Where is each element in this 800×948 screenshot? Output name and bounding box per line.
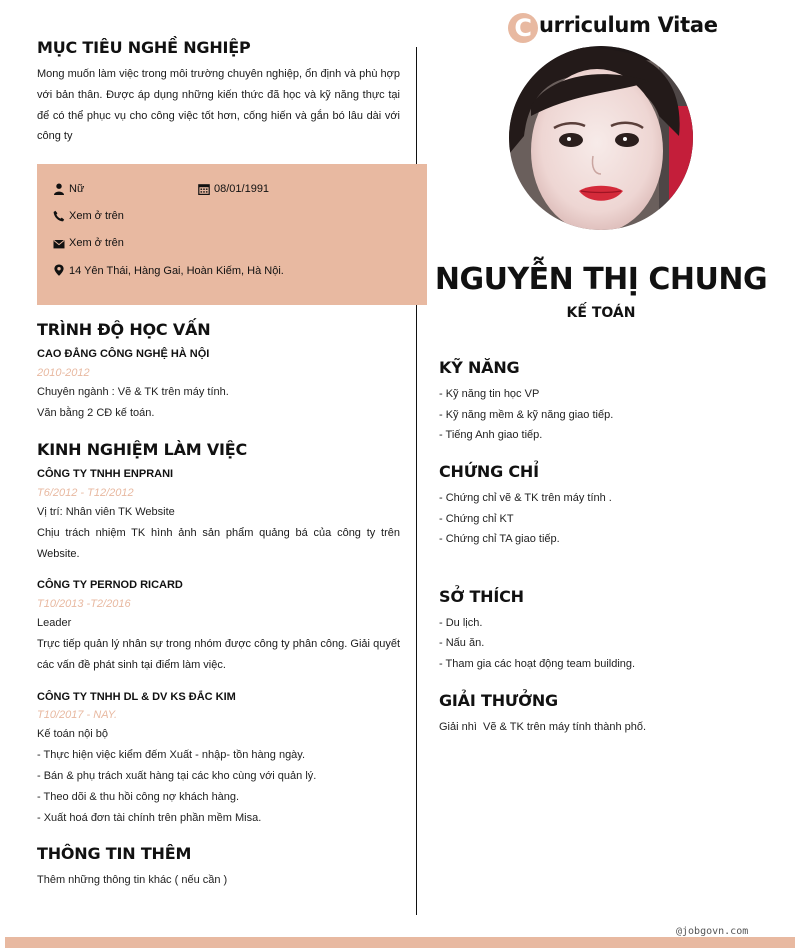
profile-photo	[509, 46, 693, 230]
awards-heading: GIẢI THƯỞNG	[439, 691, 558, 710]
hobby-item: - Nấu ăn.	[439, 637, 485, 649]
footer-bar	[5, 937, 795, 948]
cv-title-text: urriculum Vitae	[539, 13, 718, 37]
job-description: Chịu trách nhiệm TK hình ảnh sản phẩm quảng bá của công ty trên Website.	[37, 527, 400, 560]
job-company: CÔNG TY TNHH DL & DV KS ĐẮC KIM	[37, 691, 236, 703]
hobby-item: - Du lịch.	[439, 617, 483, 629]
education-period: 2010-2012	[37, 367, 90, 379]
hobbies-heading: SỞ THÍCH	[439, 587, 524, 606]
envelope-icon	[53, 238, 65, 250]
watermark: @jobgovn.com	[676, 926, 749, 937]
calendar-icon	[198, 183, 210, 195]
job-period: T10/2013 -T2/2016	[37, 598, 131, 610]
skill-item: - Tiếng Anh giao tiếp.	[439, 429, 543, 441]
personal-info-box	[37, 164, 427, 305]
job-position: Kế toán nội bộ	[37, 728, 108, 740]
address-value: 14 Yên Thái, Hàng Gai, Hoàn Kiếm, Hà Nội.	[69, 265, 284, 277]
job-duty: - Theo dõi & thu hồi công nợ khách hàng.	[37, 791, 240, 803]
education-school: CAO ĐẲNG CÔNG NGHỆ HÀ NỘI	[37, 348, 210, 360]
certificate-item: - Chứng chỉ TA giao tiếp.	[439, 533, 560, 545]
job-duty: - Xuất hoá đơn tài chính trên phần mềm Misa.	[37, 812, 262, 824]
certificates-heading: CHỨNG CHỈ	[439, 462, 539, 481]
birthdate-value: 08/01/1991	[214, 183, 270, 195]
email-value: Xem ở trên	[69, 237, 124, 249]
skill-item: - Kỹ năng tin học VP	[439, 388, 540, 400]
objective-heading: MỤC TIÊU NGHỀ NGHIỆP	[37, 38, 251, 57]
phone-value: Xem ở trên	[69, 210, 124, 222]
job-position: Vị trí: Nhân viên TK Website	[37, 506, 175, 518]
phone-icon	[53, 210, 65, 222]
skill-item: - Kỹ năng mềm & kỹ năng giao tiếp.	[439, 409, 614, 421]
job-position: Leader	[37, 617, 72, 629]
job-period: T6/2012 - T12/2012	[37, 487, 134, 499]
candidate-role: KẾ TOÁN	[566, 305, 636, 321]
job-description: Trực tiếp quản lý nhân sự trong nhóm được công ty phân công. Giải quyết các vấn đề phát sinh tại điểm làm việc.	[37, 638, 400, 671]
cv-title	[508, 13, 718, 43]
objective-text: Mong muốn làm việc trong môi trường chuyên nghiệp, ổn định và phù hợp với bản thân. Được áp dụng những kiến thức đã học và kỹ năng thực tại để có thể phục vụ cho công việc tốt hơn, cống hiến và gắn bó lâu dài với công ty	[37, 68, 400, 143]
award-text: Giải nhì Vẽ & TK trên máy tính thành phố.	[439, 721, 647, 733]
certificate-item: - Chứng chỉ KT	[439, 513, 514, 525]
education-heading: TRÌNH ĐỘ HỌC VẤN	[37, 320, 211, 339]
job-company: CÔNG TY PERNOD RICARD	[37, 579, 183, 591]
hobby-item: - Tham gia các hoạt động team building.	[439, 658, 636, 670]
extra-info-heading: THÔNG TIN THÊM	[37, 844, 192, 863]
experience-heading: KINH NGHIỆM LÀM VIỆC	[37, 440, 248, 459]
education-line: Chuyên ngành : Vẽ & TK trên máy tính.	[37, 386, 229, 398]
job-period: T10/2017 - NAY.	[37, 709, 118, 721]
job-duty: - Thực hiện việc kiểm đếm Xuất - nhập- tồn hàng ngày.	[37, 749, 306, 761]
cv-initial: C	[508, 13, 538, 43]
job-duty: - Bán & phụ trách xuất hàng tại các kho cùng với quản lý.	[37, 770, 317, 782]
person-icon	[53, 183, 65, 195]
gender-value: Nữ	[69, 183, 85, 195]
extra-info-text: Thêm những thông tin khác ( nếu cần )	[37, 874, 228, 886]
skills-heading: KỸ NĂNG	[439, 358, 520, 377]
map-pin-icon	[53, 264, 65, 276]
job-company: CÔNG TY TNHH ENPRANI	[37, 468, 174, 480]
candidate-name: NGUYỄN THỊ CHUNG	[434, 262, 768, 297]
education-line: Văn bằng 2 CĐ kế toán.	[37, 407, 155, 419]
certificate-item: - Chứng chỉ vẽ & TK trên máy tính .	[439, 492, 612, 504]
